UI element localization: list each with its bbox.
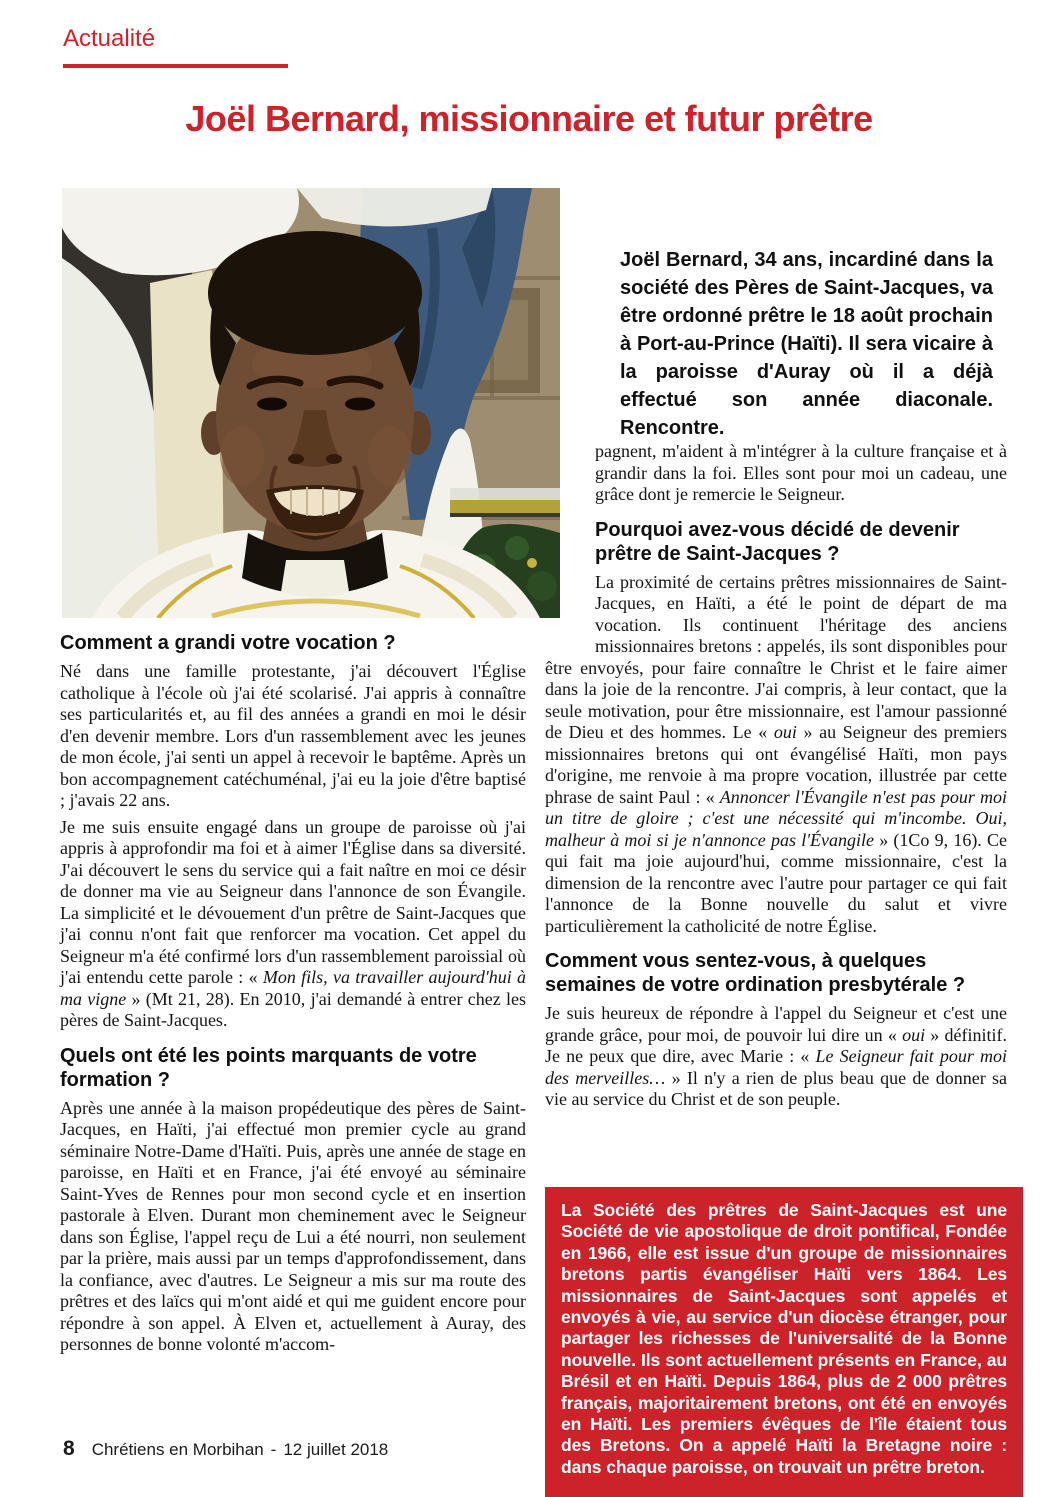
body-paragraph: Né dans une famille protestante, j'ai découvert l'Église catholique à l'école où j'ai été scolarisé. J'ai appris à connaître ses particularités et, au fil des années a grandi en moi le désir d'en devenir membre. Lors d'un rassemblement avec les jeunes de mon école, j'ai senti un appel à recevoir le baptême. Après un bon accompagnement catéchuménal, j'ai eu la joie d'être baptisé ; j'avais 22 ans. <box>60 661 526 810</box>
question-heading-pourquoi: Pourquoi avez-vous décidé de devenir prêtre de Saint-Jacques ? <box>595 518 960 565</box>
left-column <box>60 631 526 1361</box>
footer-separator: - <box>270 1440 277 1459</box>
question-heading-vocation: Comment a grandi votre vocation ? <box>60 632 396 654</box>
footer-date: 12 juillet 2018 <box>283 1440 389 1459</box>
question-heading-ordination: Comment vous sentez-vous, à quelques semaines de votre ordination presbytérale ? <box>545 950 966 996</box>
portrait-photo <box>62 188 560 618</box>
section-label: Actualité <box>63 25 156 52</box>
photo-wrap-spacer <box>545 441 595 654</box>
section-rule-line <box>63 64 288 68</box>
infobox-text: La Société des prêtres de Saint-Jacques est une Société de vie apostolique de droit pontifical, Fondée en 1966, elle est issue d'un groupe de missionnaires bretons partis évangéliser Haïti vers 1864. Les missionnaires de Saint-Jacques sont appelés et envoyés à vie, au service d'un diocèse étranger, pour partager les richesses de l'universalité de la Bonne nouvelle. Ils sont actuellement présents en France, au Brésil et en Haïti. Depuis 1864, plus de 2 000 prêtres français, majoritairement bretons, ont été en envoyés en Haïti. Les premiers évêques de l'île étaient tous des Bretons. On a appelé Haïti la Bretagne noire : dans chaque paroisse, on trouvait un prêtre breton. <box>561 1200 1007 1477</box>
body-paragraph: La proximité de certains prêtres missionnaires de Saint-Jacques, en Haïti, a été le point de départ de ma vocation. Ils continuent l'héritage des anciens missionnaires bretons : appelés, ils sont disponibles pour être envoyés, pour faire connaître le Christ et le faire aimer dans la joie de la rencontre. J'ai compris, à leur contact, que la seule motivation, pour être missionnaire, est l'amour passionné de Dieu et des hommes. Le « oui » au Seigneur des premiers missionnaires bretons qui ont évangélisé Haïti, mon pays d'origine, me renvoie à ma propre vocation, illustrée par cette phrase de saint Paul : « Annoncer l'Évangile n'est pas pour moi un titre de gloire ; c'est une nécessité qui m'incombe. Oui, malheur à moi si je n'annonce pas l'Évangile » (1Co 9, 16). Ce qui fait ma joie aujourd'hui, comme missionnaire, c'est la dimension de la rencontre avec l'autre pour partager ce qui fait l'annonce de la Bonne nouvelle du salut et vivre particulièrement la catholicité de notre Église. <box>545 571 1007 936</box>
page-number: 8 <box>63 1437 75 1460</box>
footer-magazine-title: Chrétiens en Morbihan <box>91 1440 264 1459</box>
page-footer <box>63 1437 388 1461</box>
body-paragraph: pagnent, m'aident à m'intégrer à la culture française et à grandir dans la foi. Elles sont pour moi un cadeau, une grâce dont je remercie le Seigneur. <box>595 441 1007 504</box>
body-paragraph: Je suis heureux de répondre à l'appel du Seigneur et c'est une grande grâce, pour moi, de pouvoir lui dire un « oui » définitif. Je ne peux que dire, avec Marie : « Le Seigneur fait pour moi des merveilles… » Il n'y a rien de plus beau que de donner sa vie au service du Christ et de son peuple. <box>545 1003 1008 1109</box>
body-paragraph: Je me suis ensuite engagé dans un groupe de paroisse où j'ai appris à approfondir ma foi et à aimer l'Église dans sa diversité. J'ai découvert le sens du service qui a fait naître en moi ce désir de donner ma vie au Seigneur dans l'annonce de son Évangile. La simplicité et le dévouement d'un prêtre de Saint-Jacques que j'ai connu n'ont fait que renforcer ma vocation. Cet appel du Seigneur m'a été confirmé lors d'un rassemblement paroissial où j'ai entendu cette parole : « Mon fils, va travailler aujourd'hui à ma vigne » (Mt 21, 28). En 2010, j'ai demandé à entrer chez les pères de Saint-Jacques. <box>60 816 526 1030</box>
question-heading-formation: Quels ont été les points marquants de votre formation ? <box>60 1044 477 1091</box>
intro-paragraph: Joël Bernard, 34 ans, incardiné dans la société des Pères de Saint-Jacques, va être ordonné prêtre le 18 août prochain à Port-au-Prince (Haïti). Il sera vicaire à la paroisse d'Auray où il a déjà effectué son année diaconale. Rencontre. <box>620 249 993 439</box>
right-column <box>545 441 1007 1116</box>
societe-saint-jacques-infobox <box>545 1187 1023 1497</box>
body-paragraph: Après une année à la maison propédeutique des pères de Saint-Jacques, en Haïti, j'ai effectué mon premier cycle au grand séminaire Notre-Dame d'Haïti. Puis, après une année de stage en paroisse, en Haïti et en France, j'ai été envoyé au séminaire Saint-Yves de Rennes pour mon second cycle et en insertion pastorale à Elven. Durant mon cheminement avec le Seigneur dans son Église, l'appel reçu de Lui a été nourri, non seulement par la prière, mais aussi par un temps d'approfondissement, dans la confiance, avec d'autres. Le Seigneur a mis sur ma route des prêtres et des laïcs qui m'ont aidé et qui me guident encore pour répondre à son appel. À Elven et, actuellement à Auray, des personnes de bonne volonté m'accom- <box>60 1097 526 1354</box>
portrait-illustration <box>62 188 560 618</box>
article-title: Joël Bernard, missionnaire et futur prêtre <box>185 98 873 139</box>
